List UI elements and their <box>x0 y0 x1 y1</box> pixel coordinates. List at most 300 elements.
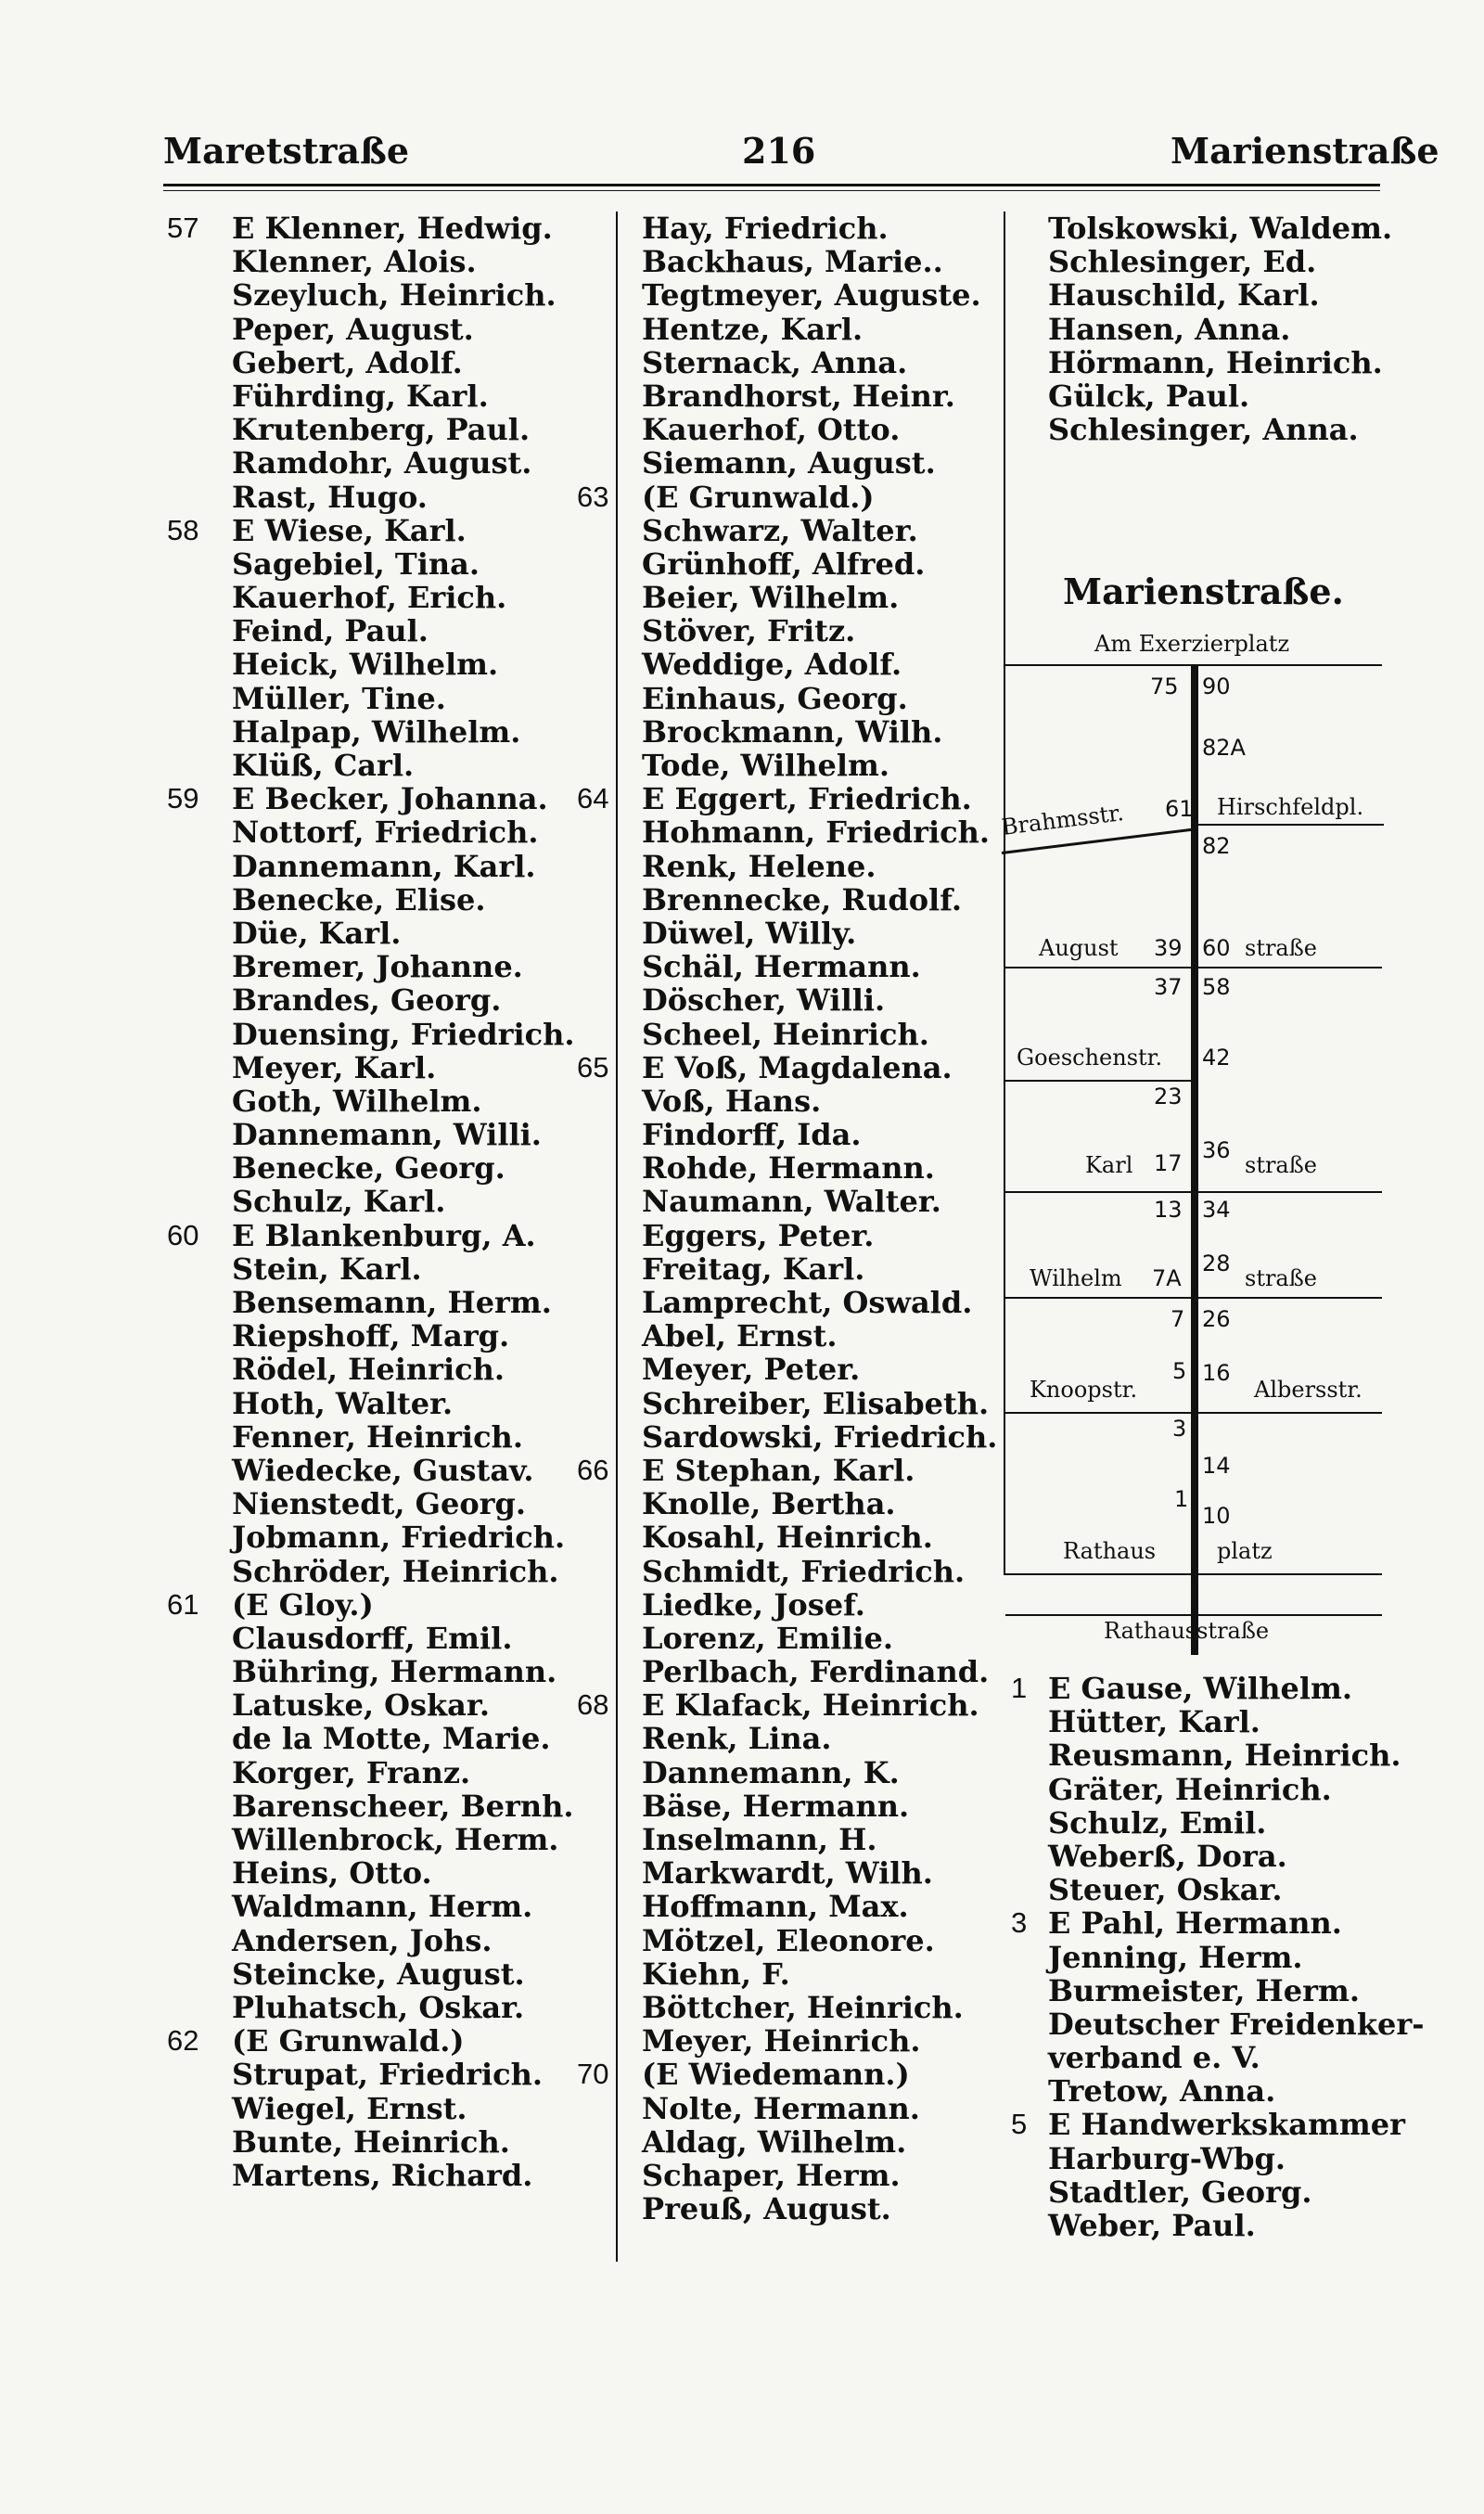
directory-entry <box>1011 346 1382 379</box>
resident-name: Tode, Wilhelm. <box>642 748 889 783</box>
resident-name: Abel, Ernst. <box>642 1318 838 1354</box>
house-number: 3 <box>1011 1906 1028 1940</box>
resident-name: E Klafack, Heinrich. <box>642 1687 979 1724</box>
directory-entry <box>568 1655 1004 1688</box>
section-title: Marienstraße. <box>1063 571 1344 612</box>
resident-name: Rohde, Hermann. <box>642 1150 935 1186</box>
directory-entry <box>1011 2041 1401 2074</box>
directory-entry <box>568 1286 1004 1319</box>
directory-entry <box>568 1890 1004 1923</box>
resident-name: Halpap, Wilhelm. <box>232 713 521 750</box>
directory-entry <box>167 1252 612 1286</box>
directory-entry <box>167 1957 612 1991</box>
directory-entry <box>568 581 1004 614</box>
house-number: 14 <box>1202 1453 1231 1479</box>
resident-name: Nienstedt, Georg. <box>232 1486 527 1522</box>
directory-entry <box>568 1219 1004 1252</box>
directory-entry <box>1011 2074 1401 2108</box>
directory-entry <box>167 614 612 648</box>
directory-entry <box>568 1252 1004 1286</box>
directory-entry <box>167 1991 612 2024</box>
directory-entry <box>167 1319 612 1353</box>
resident-name: Stöver, Fritz. <box>642 613 856 649</box>
resident-name: Düe, Karl. <box>232 915 402 951</box>
resident-name: Clausdorff, Emil. <box>232 1620 513 1656</box>
directory-entry <box>1011 1806 1401 1840</box>
directory-entry <box>568 547 1004 581</box>
house-number: 37 <box>1154 974 1183 1000</box>
resident-name: Bühring, Hermann. <box>232 1654 557 1690</box>
directory-entry <box>568 648 1004 681</box>
column-2 <box>568 212 1004 2225</box>
directory-entry <box>167 245 612 278</box>
resident-name: Brandes, Georg. <box>232 982 502 1019</box>
resident-name: Dannemann, Willi. <box>232 1117 542 1153</box>
directory-entry <box>568 1622 1004 1655</box>
house-number: 64 <box>577 782 609 815</box>
resident-name: Krutenberg, Paul. <box>232 412 531 448</box>
top-street-label: Am Exerzierplatz <box>1094 631 1290 657</box>
column-1 <box>167 212 612 2192</box>
directory-entry <box>1011 2175 1401 2209</box>
resident-name: Hoth, Walter. <box>232 1385 454 1421</box>
house-number: 65 <box>577 1050 609 1084</box>
resident-name: Hansen, Anna. <box>1048 311 1291 347</box>
resident-name: Brennecke, Rudolf. <box>642 881 962 917</box>
directory-entry <box>568 850 1004 883</box>
resident-name: Renk, Helene. <box>642 848 876 884</box>
directory-entry <box>167 1118 612 1151</box>
knoop-albers-line <box>1005 1412 1382 1414</box>
directory-entry <box>568 1487 1004 1520</box>
wilhelm-label: Wilhelm <box>1030 1265 1122 1291</box>
resident-name: Bunte, Heinrich. <box>232 2123 510 2160</box>
resident-name: Szeyluch, Heinrich. <box>232 277 556 314</box>
house-number: 10 <box>1202 1503 1231 1529</box>
directory-entry <box>167 1588 612 1622</box>
directory-entry <box>568 212 1004 245</box>
resident-name: E Gause, Wilhelm. <box>1048 1671 1352 1706</box>
directory-entry <box>568 1151 1004 1185</box>
resident-name: Gülck, Paul. <box>1048 378 1250 414</box>
house-number: 75 <box>1150 673 1179 699</box>
august-label: August <box>1039 935 1119 961</box>
directory-entry <box>167 1018 612 1051</box>
resident-name: Jenning, Herm. <box>1048 1939 1303 1975</box>
directory-entry <box>167 514 612 547</box>
directory-entry <box>568 1789 1004 1823</box>
resident-name: Grünhoff, Alfred. <box>642 545 926 582</box>
resident-name: Brandhorst, Heinr. <box>642 378 955 414</box>
house-number: 63 <box>577 480 609 513</box>
directory-entry <box>568 2092 1004 2125</box>
directory-entry <box>1011 1840 1401 1873</box>
resident-name: Meyer, Karl. <box>232 1049 437 1085</box>
directory-entry <box>167 278 612 312</box>
directory-entry <box>167 1185 612 1218</box>
directory-entry <box>568 2125 1004 2159</box>
directory-entry <box>1011 2107 1405 2143</box>
column-3-top <box>1011 211 1393 448</box>
resident-name: Tegtmeyer, Auguste. <box>642 277 981 314</box>
rathausplatz-line <box>1005 1573 1382 1575</box>
directory-entry <box>167 815 612 849</box>
resident-name: Preuß, August. <box>642 2191 891 2227</box>
resident-name: Perlbach, Ferdinand. <box>642 1654 990 1690</box>
resident-name: E Klenner, Hedwig. <box>232 211 553 246</box>
resident-name: Schaper, Herm. <box>642 2157 901 2193</box>
directory-entry <box>167 715 612 749</box>
resident-name: Willenbrock, Herm. <box>232 1822 559 1857</box>
directory-entry <box>568 1991 1004 2024</box>
resident-name: Hütter, Karl. <box>1048 1704 1260 1740</box>
directory-entry <box>167 1286 612 1319</box>
resident-name: Kosahl, Heinrich. <box>642 1520 933 1556</box>
directory-entry <box>167 2159 612 2192</box>
house-number: 1 <box>1011 1672 1028 1704</box>
directory-entry <box>568 1756 1004 1789</box>
directory-entry <box>167 2058 612 2091</box>
resident-name: Klenner, Alois. <box>232 244 477 280</box>
running-head-left: Maretstraße <box>163 130 410 172</box>
directory-entry <box>568 1353 1004 1386</box>
directory-entry <box>568 2058 1004 2091</box>
resident-name: Schulz, Emil. <box>1048 1804 1267 1841</box>
directory-entry <box>568 983 1004 1017</box>
resident-name: E Handwerkskammer <box>1048 2107 1405 2143</box>
directory-entry <box>167 749 612 782</box>
directory-entry <box>568 413 1004 446</box>
resident-name: Kiehn, F. <box>642 1956 790 1992</box>
resident-name: Dannemann, K. <box>642 1754 900 1790</box>
resident-name: Renk, Lina. <box>642 1721 832 1757</box>
resident-name: Hauschild, Karl. <box>1048 277 1320 314</box>
resident-name: Schwarz, Walter. <box>642 512 918 548</box>
street-map <box>1000 631 1391 1644</box>
august-strasse-label: straße <box>1245 935 1317 961</box>
page-number: 216 <box>742 130 816 172</box>
house-number: 42 <box>1202 1045 1231 1071</box>
directory-entry <box>167 379 612 413</box>
resident-name: Steincke, August. <box>232 1956 525 1992</box>
resident-name: Böttcher, Heinrich. <box>642 1989 964 2025</box>
resident-name: Mötzel, Eleonore. <box>642 1922 935 1958</box>
resident-name: Naumann, Walter. <box>642 1184 941 1220</box>
resident-name: Bäse, Hermann. <box>642 1788 910 1824</box>
house-number: 57 <box>167 212 199 244</box>
directory-entry <box>167 1084 612 1118</box>
directory-entry <box>167 1722 612 1755</box>
directory-entry <box>568 278 1004 312</box>
resident-name: de la Motte, Marie. <box>232 1721 551 1757</box>
resident-name: Strupat, Friedrich. <box>232 2057 543 2093</box>
directory-entry <box>167 1555 612 1588</box>
directory-entry <box>568 1387 1004 1420</box>
directory-entry <box>568 1722 1004 1755</box>
resident-name: Wiedecke, Gustav. <box>232 1452 534 1488</box>
house-number: 26 <box>1202 1306 1231 1332</box>
wilhelm-strasse-label: straße <box>1245 1265 1317 1291</box>
resident-name: Gebert, Adolf. <box>232 344 463 380</box>
directory-entry <box>568 313 1004 346</box>
house-number: 58 <box>1202 974 1231 1000</box>
directory-entry <box>1011 413 1382 446</box>
rathaus-label: Rathaus <box>1063 1538 1157 1564</box>
resident-name: Kauerhof, Erich. <box>232 580 507 616</box>
resident-name: E Pahl, Hermann. <box>1048 1905 1342 1942</box>
directory-entry <box>167 1789 612 1823</box>
resident-name: E Becker, Johanna. <box>232 781 548 817</box>
directory-entry <box>167 1520 612 1554</box>
house-number: 59 <box>167 782 199 815</box>
resident-name: Benecke, Elise. <box>232 881 486 917</box>
resident-name: Hoffmann, Max. <box>642 1889 909 1925</box>
goeschen-label: Goeschenstr. <box>1017 1045 1163 1071</box>
resident-name: Bremer, Johanne. <box>232 949 523 985</box>
directory-entry <box>568 1957 1004 1991</box>
resident-name: Wiegel, Ernst. <box>232 2090 467 2126</box>
resident-name: Pluhatsch, Oskar. <box>232 1989 525 2025</box>
house-number: 1 <box>1174 1486 1189 1512</box>
resident-name: Gräter, Heinrich. <box>1048 1771 1332 1807</box>
house-number: 68 <box>577 1688 609 1722</box>
house-number: 16 <box>1202 1360 1231 1386</box>
karl-strasse-label: straße <box>1245 1152 1317 1178</box>
resident-name: Weberß, Dora. <box>1048 1838 1287 1874</box>
house-number: 70 <box>577 2058 609 2091</box>
resident-name: Peper, August. <box>232 311 474 347</box>
karl-label: Karl <box>1085 1152 1133 1178</box>
directory-entry <box>568 682 1004 715</box>
house-number: 82A <box>1202 735 1246 761</box>
directory-entry <box>167 1924 612 1957</box>
hirschfeld-label: Hirschfeldpl. <box>1217 794 1364 820</box>
resident-name: Eggers, Peter. <box>642 1217 875 1253</box>
directory-entry <box>1011 1705 1401 1738</box>
resident-name: verband e. V. <box>1048 2040 1260 2076</box>
house-number: 5 <box>1172 1358 1187 1384</box>
house-number: 58 <box>167 513 199 546</box>
resident-name: (E Wiedemann.) <box>642 2057 910 2093</box>
directory-entry <box>167 983 612 1017</box>
resident-name: Markwardt, Wilh. <box>642 1855 933 1892</box>
resident-name: Voß, Hans. <box>642 1083 822 1119</box>
header-rule-thin <box>163 190 1380 191</box>
directory-entry <box>167 481 612 514</box>
resident-name: Hay, Friedrich. <box>642 211 889 246</box>
resident-name: Düwel, Willy. <box>642 915 857 951</box>
directory-entry <box>568 1924 1004 1957</box>
house-number: 34 <box>1202 1197 1231 1223</box>
directory-entry <box>167 1890 612 1923</box>
resident-name: Duensing, Friedrich. <box>232 1016 575 1052</box>
directory-entry <box>568 1520 1004 1554</box>
resident-name: Feind, Paul. <box>232 613 429 649</box>
directory-entry <box>568 346 1004 379</box>
directory-entry <box>568 514 1004 547</box>
resident-name: Rödel, Heinrich. <box>232 1352 505 1388</box>
directory-entry <box>568 2159 1004 2192</box>
house-number: 82 <box>1202 833 1231 859</box>
resident-name: Tolskowski, Waldem. <box>1048 211 1393 246</box>
resident-name: Schlesinger, Ed. <box>1048 244 1317 280</box>
directory-entry <box>1011 211 1393 246</box>
resident-name: Schmidt, Friedrich. <box>642 1553 966 1589</box>
running-head-right: Marienstraße <box>1171 130 1439 172</box>
directory-entry <box>568 2024 1004 2058</box>
directory-entry <box>1011 1773 1401 1806</box>
directory-entry <box>167 413 612 446</box>
directory-entry <box>1011 2142 1401 2175</box>
resident-name: Weber, Paul. <box>1048 2208 1256 2243</box>
resident-name: Deutscher Freidenker- <box>1048 2006 1425 2042</box>
directory-entry <box>167 212 612 245</box>
directory-entry <box>568 1555 1004 1588</box>
directory-entry <box>568 379 1004 413</box>
resident-name: Hörmann, Heinrich. <box>1048 344 1383 380</box>
directory-entry <box>568 1018 1004 1051</box>
resident-name: Scheel, Heinrich. <box>642 1016 929 1052</box>
directory-entry <box>568 1051 1004 1084</box>
directory-entry <box>167 1387 612 1420</box>
resident-name: Schlesinger, Anna. <box>1048 412 1359 448</box>
resident-name: Sternack, Anna. <box>642 344 908 380</box>
directory-entry <box>568 1084 1004 1118</box>
house-number: 39 <box>1154 935 1183 961</box>
resident-name: Hentze, Karl. <box>642 311 864 347</box>
house-number: 7A <box>1152 1265 1182 1291</box>
resident-name: Riepshoff, Marg. <box>232 1318 510 1354</box>
resident-name: Tretow, Anna. <box>1048 2073 1276 2110</box>
directory-entry <box>568 749 1004 782</box>
house-number: 62 <box>167 2024 199 2058</box>
directory-entry <box>1011 245 1382 278</box>
resident-name: (E Gloy.) <box>232 1586 374 1623</box>
resident-name: Aldag, Wilhelm. <box>642 2123 907 2160</box>
resident-name: Andersen, Johs. <box>232 1922 493 1958</box>
resident-name: Führding, Karl. <box>232 378 489 414</box>
directory-entry <box>167 1856 612 1890</box>
resident-name: Einhaus, Georg. <box>642 680 908 716</box>
resident-name: Findorff, Ida. <box>642 1117 862 1153</box>
hirschfeld-line <box>1198 824 1384 826</box>
directory-entry <box>167 648 612 681</box>
resident-name: Stein, Karl. <box>232 1251 422 1287</box>
directory-entry <box>1011 1738 1401 1772</box>
house-number: 7 <box>1171 1306 1185 1332</box>
resident-name: Müller, Tine. <box>232 680 446 716</box>
directory-entry <box>167 1622 612 1655</box>
bottom-street-label: Rathausstraße <box>1104 1618 1270 1644</box>
resident-name: Heins, Otto. <box>232 1855 432 1892</box>
directory-entry <box>167 446 612 480</box>
resident-name: Waldmann, Herm. <box>232 1889 533 1925</box>
house-number: 61 <box>1165 796 1194 822</box>
house-number: 66 <box>577 1453 609 1486</box>
resident-name: E Wiese, Karl. <box>232 512 467 548</box>
resident-name: Nolte, Hermann. <box>642 2090 920 2126</box>
resident-name: Beier, Wilhelm. <box>642 580 900 616</box>
directory-entry <box>167 547 612 581</box>
resident-name: Ramdohr, August. <box>232 445 532 481</box>
resident-name: E Stephan, Karl. <box>642 1452 915 1488</box>
knoop-label: Knoopstr. <box>1030 1377 1138 1403</box>
resident-name: Schulz, Karl. <box>232 1184 446 1220</box>
directory-entry <box>1011 278 1382 312</box>
resident-name: Inselmann, H. <box>642 1822 877 1857</box>
directory-entry <box>1011 2006 1425 2042</box>
resident-name: Dannemann, Karl. <box>232 848 536 884</box>
directory-entry <box>568 1823 1004 1856</box>
directory-entry <box>1011 379 1382 413</box>
house-number: 23 <box>1154 1084 1183 1109</box>
directory-entry <box>568 1588 1004 1622</box>
house-number: 60 <box>1202 935 1231 961</box>
house-number: 17 <box>1154 1150 1183 1176</box>
directory-entry <box>167 313 612 346</box>
resident-name: Reusmann, Heinrich. <box>1048 1738 1401 1774</box>
directory-entry <box>167 782 612 815</box>
rathaus-platz-label: platz <box>1217 1538 1273 1564</box>
resident-name: Lorenz, Emilie. <box>642 1620 893 1656</box>
directory-entry <box>568 1688 1004 1722</box>
directory-entry <box>568 1856 1004 1890</box>
house-number: 36 <box>1202 1137 1231 1163</box>
resident-name: (E Grunwald.) <box>232 2023 465 2059</box>
directory-entry <box>167 2092 612 2125</box>
header-rule <box>163 184 1380 186</box>
directory-entry <box>167 1420 612 1454</box>
resident-name: Korger, Franz. <box>232 1754 471 1790</box>
directory-entry <box>1011 1941 1401 1974</box>
directory-entry <box>167 2125 612 2159</box>
resident-name: Barenscheer, Bernh. <box>232 1788 574 1824</box>
directory-entry <box>167 1823 612 1856</box>
directory-entry <box>568 1420 1004 1454</box>
directory-entry <box>167 1454 612 1487</box>
resident-name: Schäl, Hermann. <box>642 949 921 985</box>
column-3-bottom <box>1011 1671 1425 2243</box>
resident-name: Döscher, Willi. <box>642 982 886 1019</box>
brahms-street-label: Brahmsstr. <box>1000 799 1126 840</box>
house-number: 90 <box>1202 673 1231 699</box>
directory-entry <box>568 2192 1004 2225</box>
resident-name: Meyer, Heinrich. <box>642 2023 921 2059</box>
directory-entry <box>1011 2209 1401 2242</box>
directory-entry <box>568 782 1004 815</box>
august-line <box>1005 967 1382 968</box>
directory-entry <box>167 1655 612 1688</box>
directory-entry <box>1011 1906 1401 1940</box>
directory-entry <box>568 1185 1004 1218</box>
directory-entry <box>167 2024 612 2058</box>
house-number: 3 <box>1172 1416 1187 1442</box>
resident-name: Jobmann, Friedrich. <box>232 1520 566 1556</box>
directory-entry <box>167 1051 612 1084</box>
karl-line <box>1005 1191 1382 1193</box>
resident-name: Backhaus, Marie.. <box>642 244 943 280</box>
directory-entry <box>1011 313 1382 346</box>
resident-name: Martens, Richard. <box>232 2157 533 2193</box>
resident-name: Weddige, Adolf. <box>642 647 902 683</box>
albers-label: Albersstr. <box>1254 1377 1362 1403</box>
directory-entry <box>167 581 612 614</box>
directory-entry <box>568 950 1004 983</box>
resident-name: Fenner, Heinrich. <box>232 1418 523 1455</box>
directory-entry <box>167 1353 612 1386</box>
resident-name: Lamprecht, Oswald. <box>642 1285 973 1320</box>
resident-name: (E Grunwald.) <box>642 479 875 515</box>
